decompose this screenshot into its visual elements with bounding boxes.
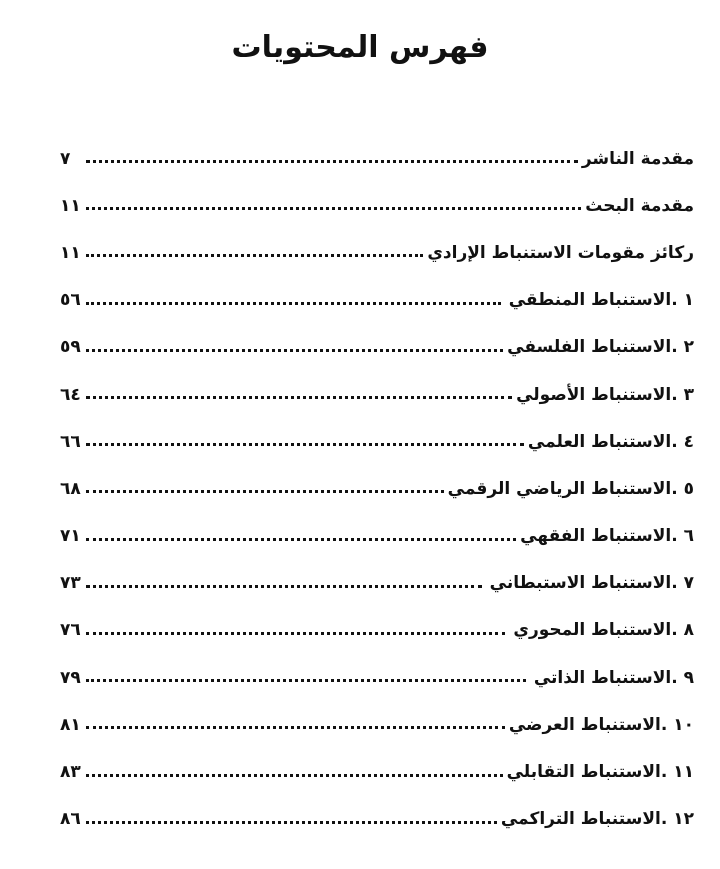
toc-entry-page: ٧٩ — [60, 667, 81, 688]
dot-leader — [86, 821, 497, 824]
toc-entry-page: ٥٩ — [60, 337, 81, 358]
dot-leader — [86, 349, 503, 352]
toc-entry — [60, 513, 694, 560]
toc-entry-label: ٨ .الاستنباط المحوري — [513, 620, 694, 641]
toc-entry — [60, 277, 694, 324]
toc-entry-page: ٦٦ — [60, 431, 81, 452]
toc-entry-label: ١ .الاستنباط المنطقي — [508, 290, 694, 311]
toc-entry-page: ٦٤ — [60, 384, 81, 405]
page-title: فهرس المحتويات — [231, 30, 489, 65]
toc-entry-page: ٧ — [60, 148, 71, 169]
dot-leader — [86, 443, 524, 446]
toc-entry-label: مقدمة الناشر — [581, 148, 694, 169]
toc-entry — [60, 560, 694, 607]
dot-leader — [86, 585, 482, 588]
toc-entry — [60, 607, 694, 654]
toc-entry-page: ٨٣ — [60, 762, 81, 783]
toc-entry-label: ٣ .الاستنباط الأصولي — [516, 384, 694, 405]
toc-entry-page: ٧١ — [60, 526, 81, 547]
dot-leader — [86, 396, 512, 399]
dot-leader — [86, 490, 444, 493]
toc-entry-label: مقدمة البحث — [585, 195, 694, 216]
dot-leader — [86, 774, 503, 777]
toc-entry-label: ١٠ .الاستنباط العرضي — [508, 714, 694, 735]
dot-leader — [86, 538, 516, 541]
toc-entry — [60, 418, 694, 465]
toc-entry-label: ١١ .الاستنباط التقابلي — [506, 762, 694, 783]
toc-entry — [60, 796, 694, 843]
toc-entry — [60, 182, 694, 229]
toc-entry-page: ٨١ — [60, 714, 81, 735]
toc-entry-label: ٧ .الاستنباط الاستبطاني — [489, 573, 694, 594]
toc-entry — [60, 229, 694, 276]
toc-entry-label: ركائز مقومات الاستنباط الإرادي — [427, 242, 694, 263]
toc-entry-label: ٩ .الاستنباط الذاتي — [533, 667, 694, 688]
toc-entry-label: ١٢ .الاستنباط التراكمي — [500, 809, 694, 830]
toc-entry — [60, 654, 694, 701]
dot-leader — [86, 160, 578, 163]
dot-leader — [86, 632, 505, 635]
toc-entry — [60, 135, 694, 182]
toc-entry-label: ٤ .الاستنباط العلمي — [527, 431, 694, 452]
toc-entry-label: ٢ .الاستنباط الفلسفي — [507, 337, 694, 358]
toc-entry-label: ٦ .الاستنباط الفقهي — [520, 526, 694, 547]
toc-entry — [60, 748, 694, 795]
toc-entry — [60, 324, 694, 371]
dot-leader — [86, 302, 501, 305]
toc-entry — [60, 465, 694, 512]
toc-entry-page: ٨٦ — [60, 809, 81, 830]
toc-entry-page: ١١ — [60, 242, 81, 263]
table-of-contents — [60, 135, 694, 843]
toc-entry-page: ١١ — [60, 195, 81, 216]
dot-leader — [86, 726, 505, 729]
toc-entry — [60, 371, 694, 418]
dot-leader — [86, 254, 423, 257]
toc-entry-page: ٦٨ — [60, 478, 81, 499]
toc-entry-label: ٥ .الاستنباط الرياضي الرقمي — [447, 478, 694, 499]
toc-entry — [60, 701, 694, 748]
toc-entry-page: ٥٦ — [60, 290, 81, 311]
toc-entry-page: ٧٣ — [60, 573, 81, 594]
dot-leader — [86, 207, 581, 210]
toc-entry-page: ٧٦ — [60, 620, 81, 641]
dot-leader — [86, 679, 526, 682]
